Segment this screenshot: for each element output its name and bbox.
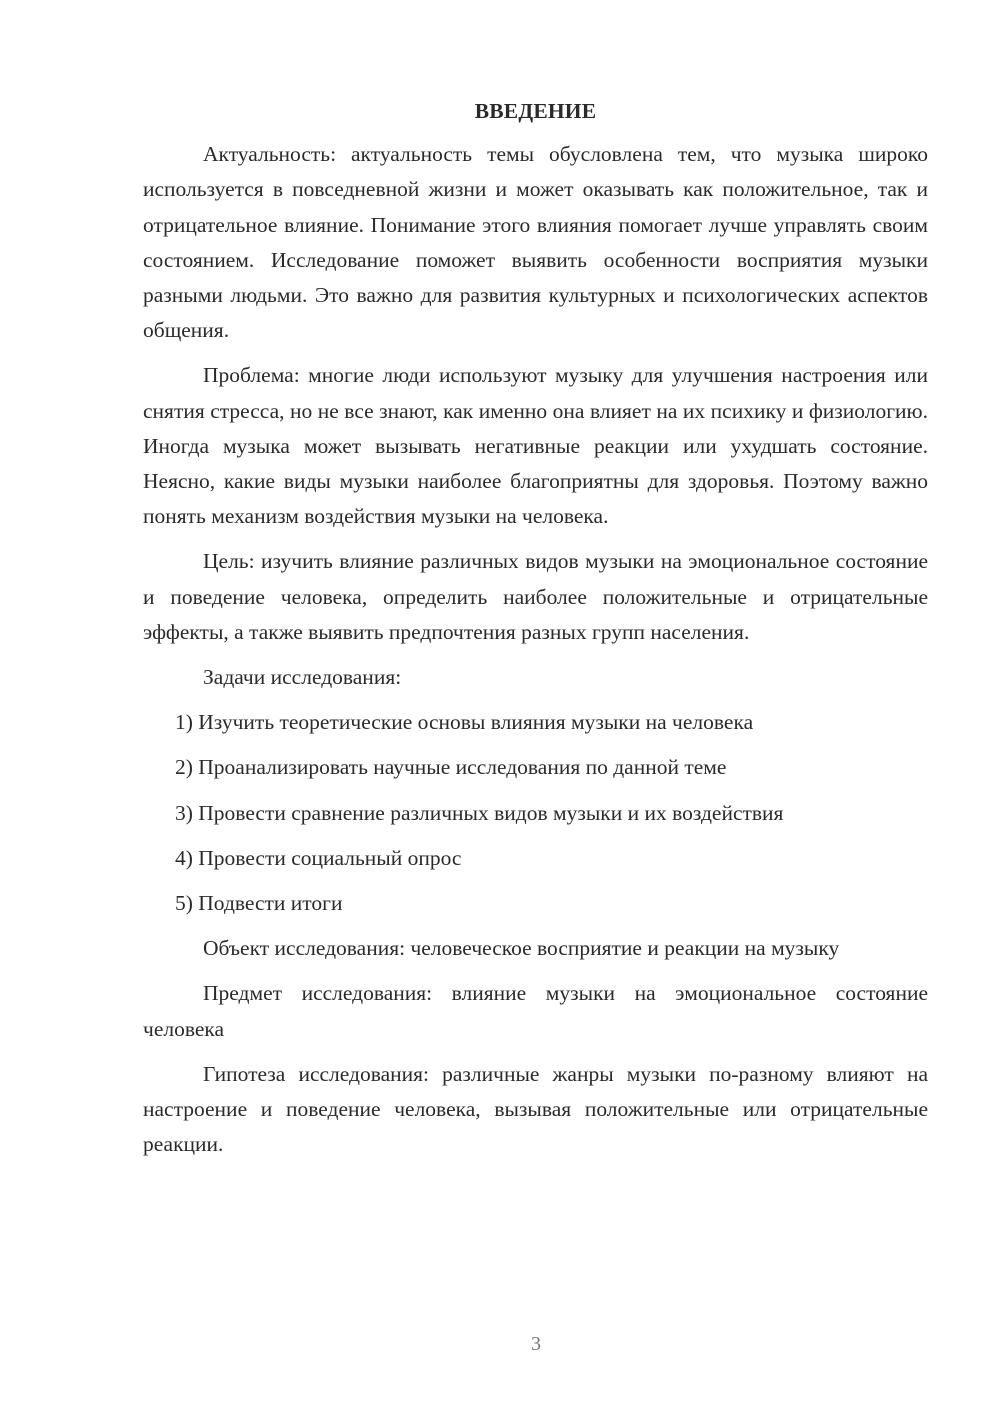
section-title: ВВЕДЕНИЕ [474,99,597,123]
tasks-list [143,705,928,921]
subject-paragraph: Предмет исследования: влияние музыки на эмоциональное состояние человека [143,981,928,1041]
task-item: 5) Подвести итоги [175,891,343,916]
task-item: 3) Провести сравнение различных видов музыки и их воздействия [175,800,784,825]
page-number: 3 [531,1333,541,1355]
object-paragraph: Объект исследования: человеческое восприятие и реакции на музыку [203,936,840,961]
tasks-heading: Задачи исследования: [203,665,402,690]
relevance-paragraph: Актуальность: актуальность темы обусловлена тем, что музыка широко используется в повседневной жизни и может оказывать как положительное, так и отрицательное влияние. Понимание этого влияния помогает лучше управлять своим состоянием. Исследование поможет выявить особенности восприятия музыки разными людьми. Это важно для развития культурных и психологических аспектов общения. [143,142,928,343]
hypothesis-paragraph: Гипотеза исследования: различные жанры музыки по-разному влияют на настроение и поведение человека, вызывая положительные или отрицательные реакции. [143,1061,928,1157]
task-item: 4) Провести социальный опрос [175,845,462,870]
problem-paragraph: Проблема: многие люди используют музыку для улучшения настроения или снятия стресса, но не все знают, как именно она влияет на их психику и физиологию. Иногда музыка может вызывать негативные реакции или ухудшать состояние. Неясно, какие виды музыки наиболее благоприятны для здоровья. Поэтому важно понять механизм воздействия музыки на человека. [143,363,928,529]
task-item: 1) Изучить теоретические основы влияния музыки на человека [175,710,754,735]
task-item: 2) Проанализировать научные исследования по данной теме [175,755,727,780]
goal-paragraph: Цель: изучить влияние различных видов музыки на эмоциональное состояние и поведение человека, определить наиболее положительные и отрицательные эффекты, а также выявить предпочтения разных групп населения. [143,549,928,644]
document-page [143,94,928,1172]
